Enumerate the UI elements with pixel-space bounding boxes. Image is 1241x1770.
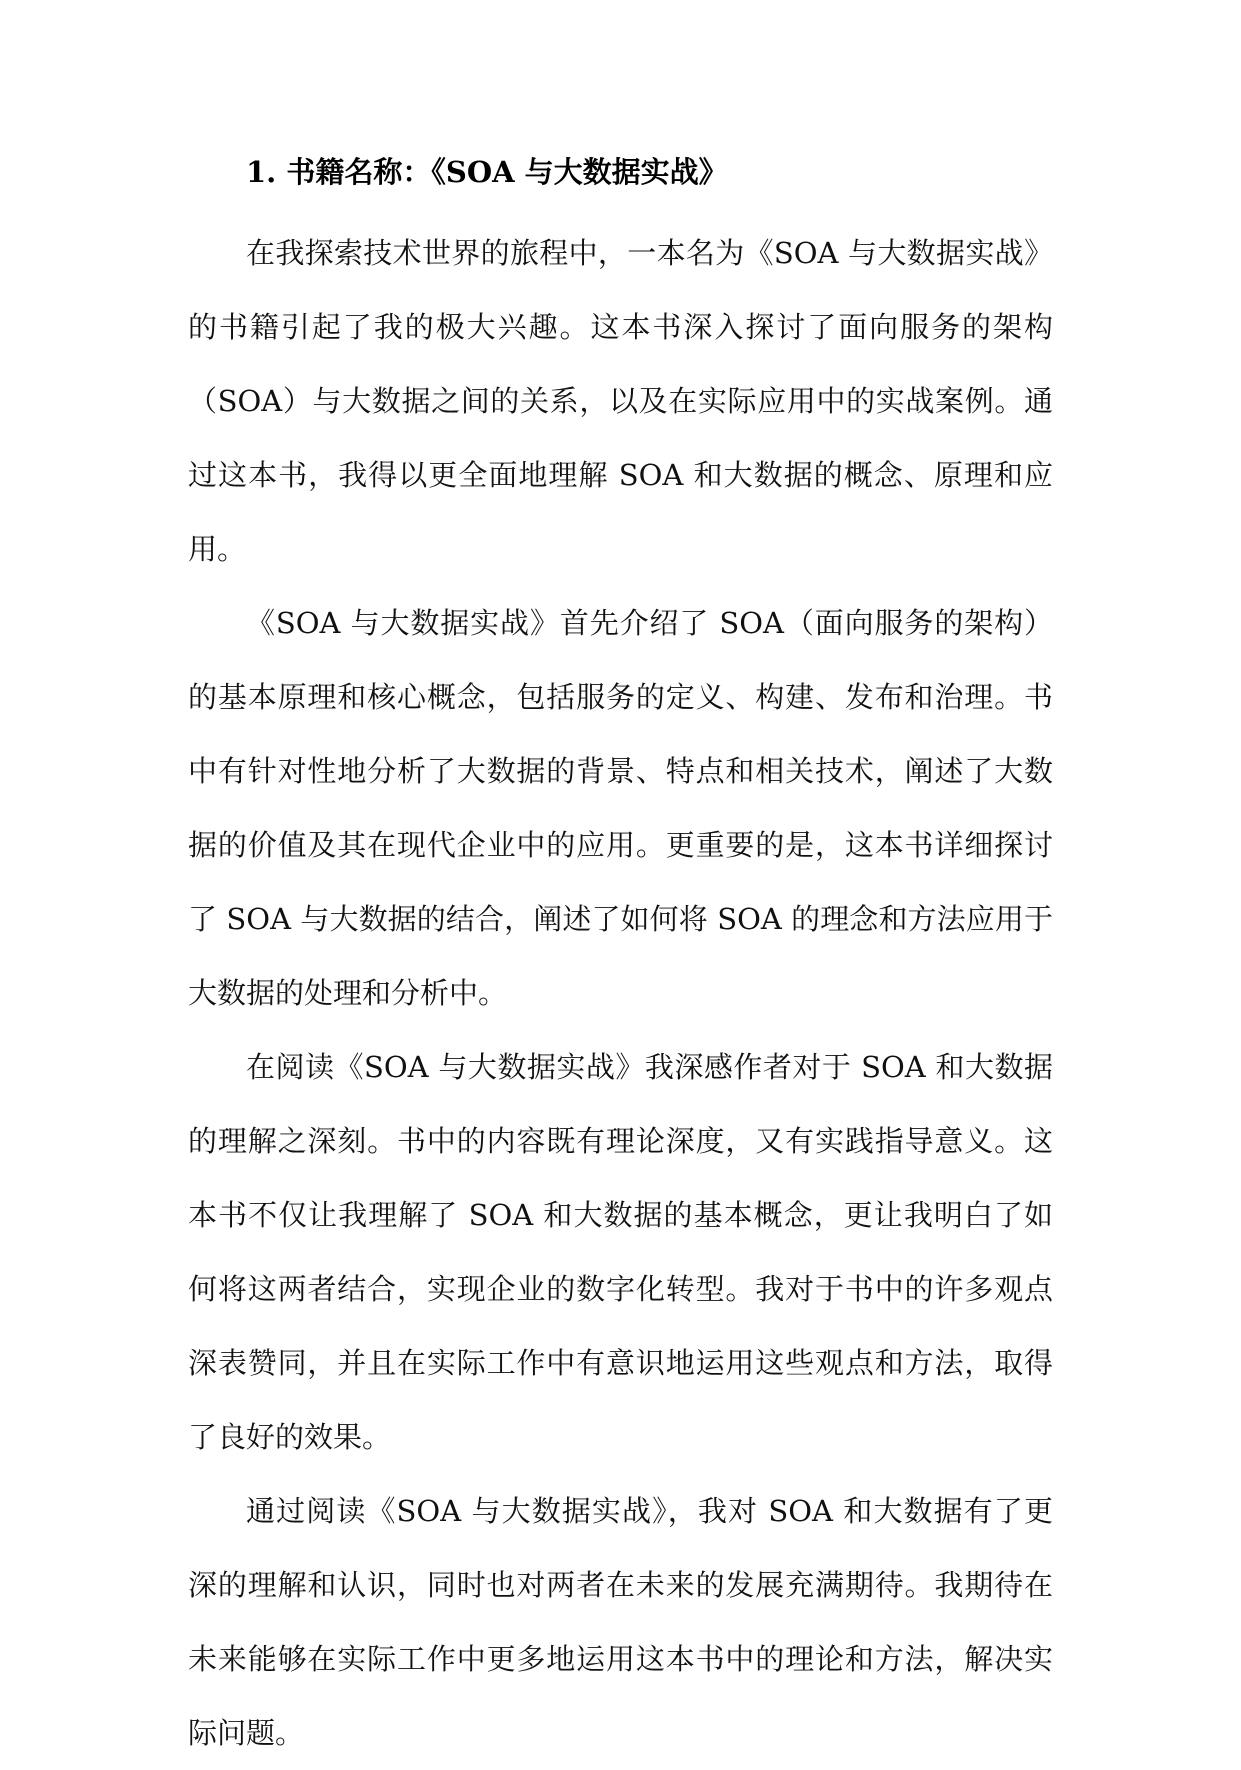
paragraph-reading-impression: 在阅读《SOA 与大数据实战》我深感作者对于 SOA 和大数据的理解之深刻。书中的内容既有理论深度，又有实践指导意义。这本书不仅让我理解了 SOA 和大数据的基本概念，更让我明白了如何将这两者结合，实现企业的数字化转型。我对于书中的许多观点深表赞同，并且在实际工作中有意识地运用这些观点和方法，取得了良好的效果。 xyxy=(188,1050,1053,1454)
book-title-heading: 1. 书籍名称：《SOA 与大数据实战》 xyxy=(246,155,728,189)
paragraph-conclusion: 通过阅读《SOA 与大数据实战》，我对 SOA 和大数据有了更深的理解和认识，同时也对两者在未来的发展充满期待。我期待在未来能够在实际工作中更多地运用这本书中的理论和方法，解决实际问题。 xyxy=(188,1494,1053,1750)
body-text xyxy=(188,216,1053,1770)
paragraph-intro: 在我探索技术世界的旅程中，一本名为《SOA 与大数据实战》的书籍引起了我的极大兴趣。这本书深入探讨了面向服务的架构（SOA）与大数据之间的关系，以及在实际应用中的实战案例。通过这本书，我得以更全面地理解 SOA 和大数据的概念、原理和应用。 xyxy=(188,236,1053,566)
paragraph-content-summary: 《SOA 与大数据实战》首先介绍了 SOA（面向服务的架构）的基本原理和核心概念，包括服务的定义、构建、发布和治理。书中有针对性地分析了大数据的背景、特点和相关技术，阐述了大数据的价值及其在现代企业中的应用。更重要的是，这本书详细探讨了 SOA 与大数据的结合，阐述了如何将 SOA 的理念和方法应用于大数据的处理和分析中。 xyxy=(188,606,1053,1010)
